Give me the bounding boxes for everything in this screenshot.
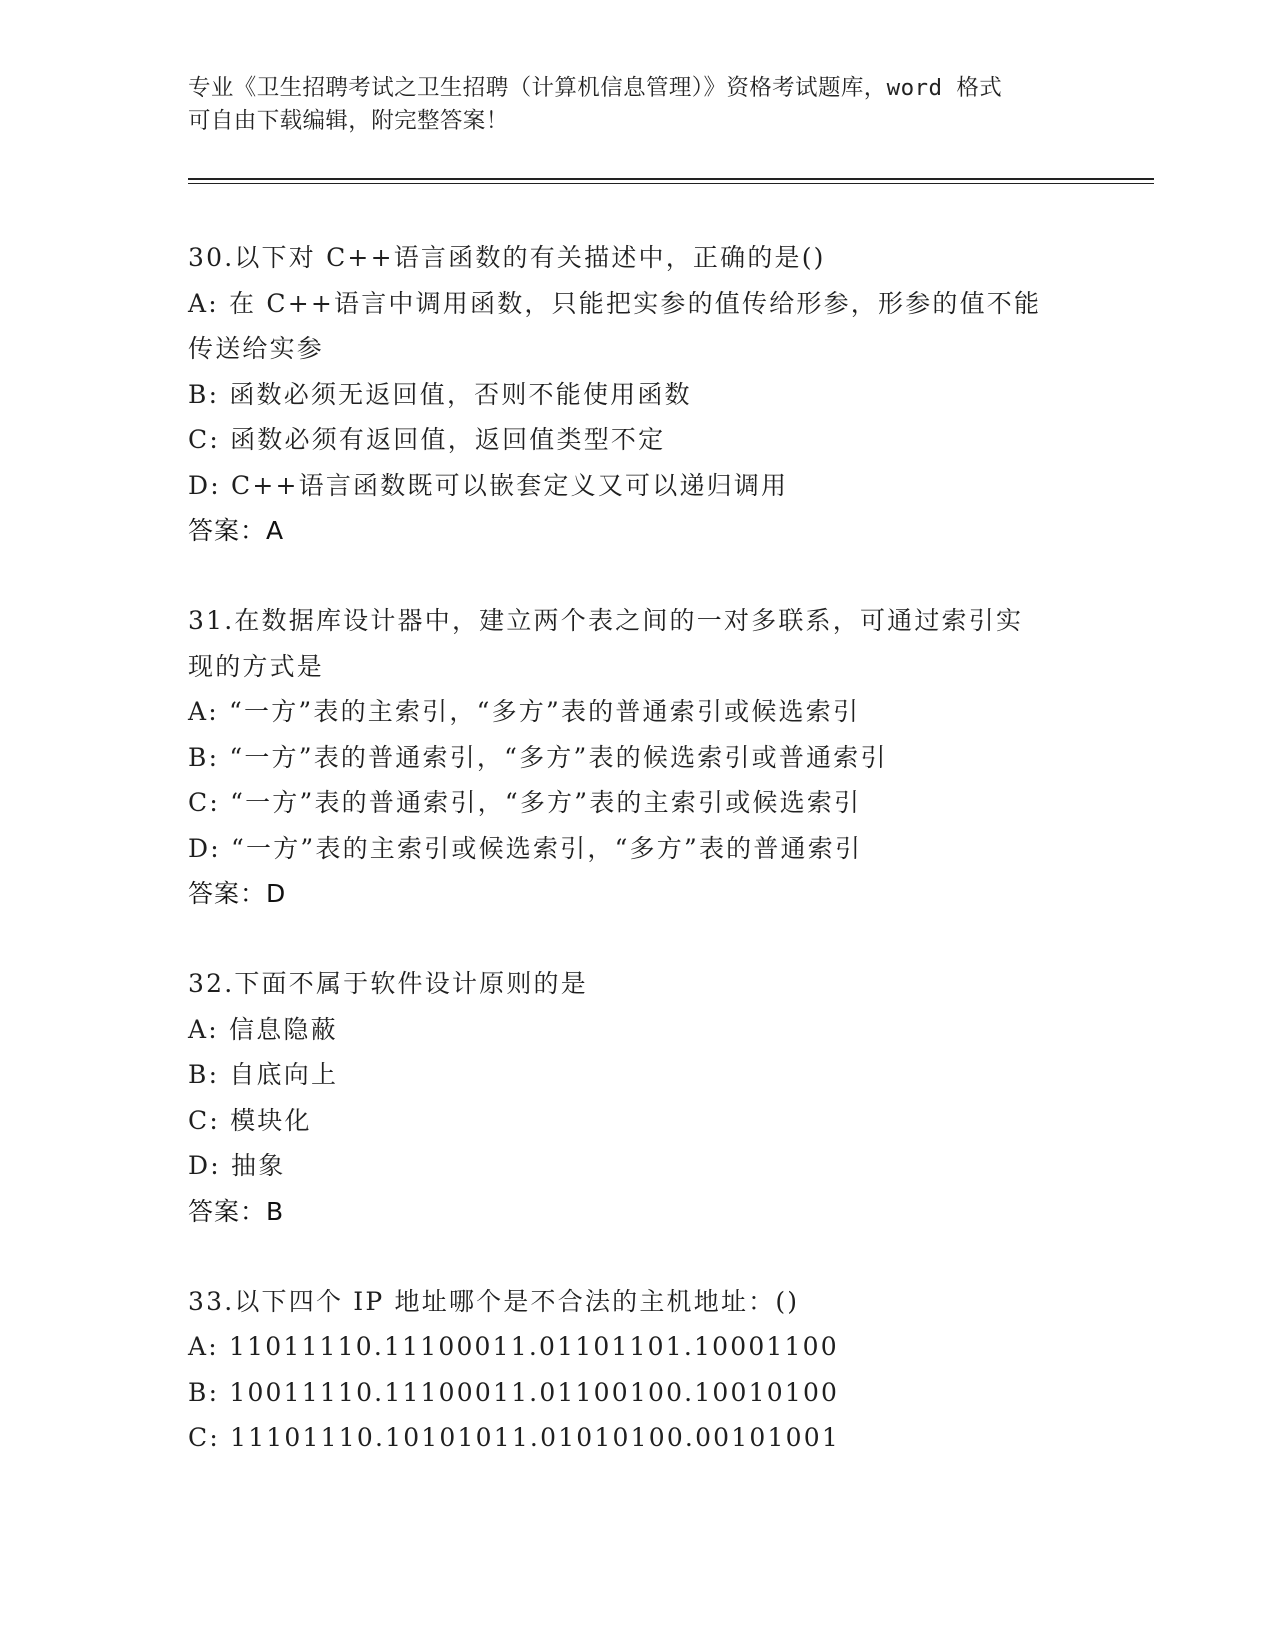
- option-a: A: 11011110.11100011.01101101.10001100: [188, 1332, 839, 1361]
- header-divider-thin: [188, 183, 1154, 184]
- question-stem: 30.以下对 C++语言函数的有关描述中，正确的是(): [188, 243, 826, 272]
- question-stem: 31.在数据库设计器中，建立两个表之间的一对多联系，可通过索引实: [188, 606, 1024, 635]
- option-a: A: “一方”表的主索引，“多方”表的普通索引或候选索引: [188, 697, 861, 726]
- question-32: [188, 961, 1088, 1235]
- question-stem: 33.以下四个 IP 地址哪个是不合法的主机地址：(): [188, 1286, 800, 1316]
- option-d: D: “一方”表的主索引或候选索引，“多方”表的普通索引: [188, 833, 863, 863]
- option-d: D: 抽象: [188, 1151, 286, 1180]
- answer-value: A: [266, 516, 285, 545]
- option-b: B: 函数必须无返回值，否则不能使用函数: [188, 379, 692, 409]
- answer-value: D: [266, 879, 287, 908]
- option-c: C: 11101110.10101011.01010100.00101001: [188, 1423, 840, 1452]
- option-d: D: C++语言函数既可以嵌套定义又可以递归调用: [188, 470, 789, 500]
- option-c: C: 函数必须有返回值，返回值类型不定: [188, 425, 666, 454]
- option-b: B: “一方”表的普通索引，“多方”表的候选索引或普通索引: [188, 742, 888, 772]
- question-31: [188, 598, 1088, 917]
- option-c: C: “一方”表的普通索引，“多方”表的主索引或候选索引: [188, 788, 862, 817]
- option-a-continued: 传送给实参: [188, 334, 325, 363]
- question-33: [188, 1279, 1088, 1461]
- header-line-1: 专业《卫生招聘考试之卫生招聘（计算机信息管理）》资格考试题库，word 格式: [188, 75, 1003, 101]
- answer-line: [188, 871, 1088, 917]
- question-list: [188, 235, 1088, 1505]
- question-stem: 32.下面不属于软件设计原则的是: [188, 969, 588, 998]
- question-stem-continued: 现的方式是: [188, 651, 325, 681]
- header-divider-thick: [188, 178, 1154, 180]
- option-a: A: 在 C++语言中调用函数，只能把实参的值传给形参，形参的值不能: [188, 288, 1042, 318]
- question-30: [188, 235, 1088, 554]
- option-b: B: 10011110.11100011.01100100.10010100: [188, 1377, 840, 1407]
- answer-line: [188, 508, 1088, 554]
- answer-label: 答案：: [188, 879, 267, 908]
- header-line-2: 可自由下载编辑，附完整答案！: [188, 108, 509, 134]
- answer-label: 答案：: [188, 1196, 267, 1226]
- answer-value: B: [266, 1196, 285, 1226]
- answer-label: 答案：: [188, 516, 267, 545]
- document-header: [188, 72, 1088, 138]
- option-c: C: 模块化: [188, 1105, 312, 1135]
- option-a: A: 信息隐蔽: [188, 1014, 338, 1044]
- answer-line: [188, 1189, 1088, 1235]
- option-b: B: 自底向上: [188, 1060, 339, 1089]
